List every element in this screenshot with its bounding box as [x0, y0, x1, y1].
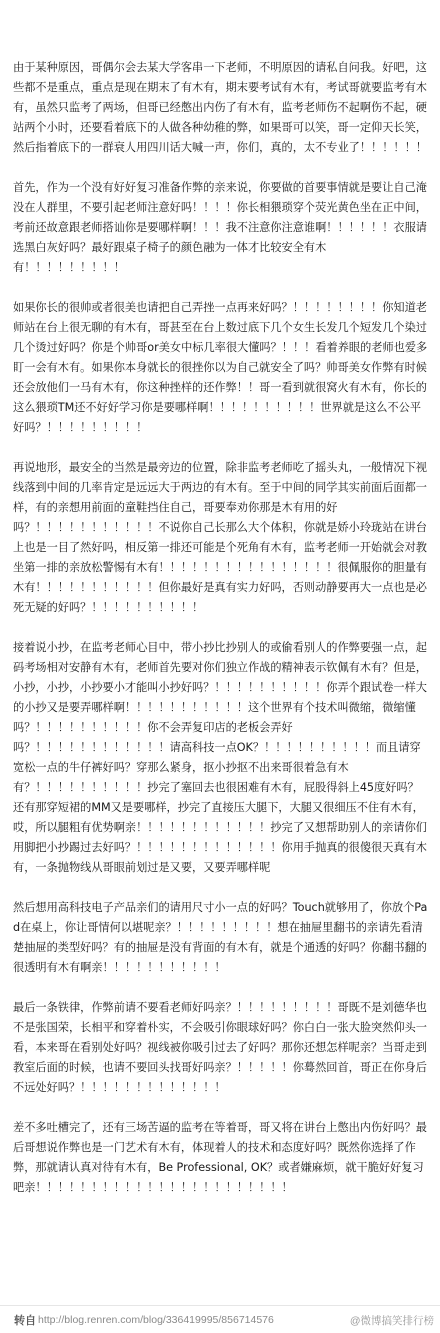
article-paragraph: 如果你长的很帅或者很美也请把自己弄挫一点再来好吗？！！！！！！！！你知道老师站在台上很无聊的有木有，哥甚至在台上数过底下几个女生长发几个短发几个染过几个烫过好吗？你是个帅哥or美女中标几率很大懂吗？！！！看着养眼的老师也爱多盯一会有木有。如果你本身就长的很挫你以为自己就安全了吗？帅哥美女作弊有时候还会放他们一马有木有，你这种挫样的还作弊！！哥一看到就很窝火有木有，你长的这么猥琐TM还不好好学习你是要哪样啊！！！！！！！！！！世界就是这么不公平好吗？！！！！！！！！！ — [13, 301, 428, 434]
article-paragraph: 再说地形，最安全的当然是最旁边的位置，除非监考老师吃了摇头丸，一般情况下视线落到中间的几率肯定是远远大于两边的有木有。至于中间的同学其实前面后面都一样，有的亲想用前面的童鞋挡住自己，哥要奉劝你那是木有用的好吗？！！！！！！！！！！！不说你自己长那么大个体积，你就是娇小玲珑站在讲台上也是一目了然好吗，相反第一排还可能是个死角有木有，监考老师一开始就会对教坐第一排的亲放松警惕有木有！！！！！！！！！！！！！！！！很佩服你的胆量有木有！！！！！！！！！！！但你最好是真有实力好吗，否则动静要再大一点也是必死无疑的好吗？！！！！！！！！！！ — [13, 461, 427, 614]
article-paragraph: 然后想用高科技电子产品亲们的请用尺寸小一点的好吗？Touch就够用了，你放个Pad在桌上，你让哥情何以堪呢亲？！！！！！！！！！想在抽屉里翻书的亲请先看清楚抽屉的类型好吗？有的抽屉是没有背面的有木有，就是个通透的好吗？你翻书翻的很透明有木有啊亲！！！！！！！！！！！ — [13, 901, 428, 974]
footer — [0, 1307, 440, 1333]
source-attribution — [14, 1312, 274, 1328]
footer-divider — [0, 1305, 440, 1306]
article-paragraph: 差不多吐槽完了，还有三场苦逼的监考在等着哥，哥又将在讲台上憋出内伤好吗？最后哥想说作弊也是一门艺术有木有，体现着人的技术和态度好吗？既然你选择了作弊，那就请认真对待有木有，Be Professional, OK？或者嫌麻烦，就干脆好好复习吧亲！！！！！！！！！！！！！！！！！！！！！！！ — [13, 1121, 427, 1194]
article-body — [13, 58, 429, 1218]
source-label: 转自 — [14, 1315, 36, 1327]
source-link[interactable]: http://blog.renren.com/blog/336419995/856714576 — [38, 1314, 274, 1326]
article-paragraph: 最后一条铁律，作弊前请不要看老师好吗亲？！！！！！！！！！哥既不是刘德华也不是张国荣，长相平和穿着朴实，不会吸引你眼球好吗？你白白一张大脸突然仰头一看，本来哥在看别处好吗？视线被你吸引过去了好吗？那你还想怎样呢亲？当哥走到教室后面的时候，也请不要回头找哥好吗亲？！！！！！你蓦然回首，哥正在你身后不远处好吗？！！！！！！！！！！！！！ — [13, 1001, 427, 1094]
weibo-watermark — [350, 1313, 434, 1328]
article-paragraph: 接着说小抄，在监考老师心目中，带小抄比抄别人的或偷看别人的作弊要强一点，起码考场相对安静有木有，老师首先要对你们独立作战的精神表示钦佩有木有？但是，小抄，小抄，小抄要小才能叫小抄好吗？！！！！！！！！！！你弄个跟试卷一样大的小抄又是要弄哪样啊！！！！！！！！！！！这个世界有个技术叫微缩，微缩懂吗？！！！！！！！！！！你不会弄复印店的老板会弄好吗？！！！！！！！！！！！！请高科技一点OK？！！！！！！！！！！而且请穿宽松一点的牛仔裤好吗？穿那么紧身，抠小抄抠不出来哥很着急有木有？！！！！！！！！！！抄完了塞回去也很困难有木有，屁股得斜上45度好吗？还有那穿短裙的MM又是要哪样，抄完了直接压大腿下，大腿又很细压不住有木有，哎，所以腿粗有优势啊亲！！！！！！！！！！！！抄完了又想帮助别人的亲请你们用脚把小抄踢过去好吗？！！！！！！！！！！！！！你用手抛真的很傻很天真有木有，一条抛物线从哥眼前划过是又要，又要弄哪样呢 — [13, 641, 427, 874]
article-paragraph: 首先，作为一个没有好好复习准备作弊的亲来说，你要做的首要事情就是要让自己淹没在人群里，不要引起老师注意好吗！！！！你长相猥琐穿个荧光黄色坐在正中间，考前还故意跟老师搭讪你是要哪样啊！！！我不注意你注意谁啊！！！！！！衣服请选黑白灰好吗？最好跟桌子椅子的颜色融为一体才比较安全有木有！！！！！！！！！ — [13, 181, 427, 274]
watermark-text: @微博搞笑排行榜 — [349, 1314, 434, 1327]
article-paragraph: 由于某种原因，哥偶尔会去某大学客串一下老师，不明原因的请私自问我。好吧，这些都不是重点，重点是现在期末了有木有，期末要考试有木有，考试哥就要监考有木有，虽然只监考了两场，但哥已经憋出内伤了有木有，监考老师伤不起啊伤不起，硬站两个小时，还要看着底下的人做各种幼稚的弊，如果哥可以笑，哥一定仰天长笑，然后指着底下的一群衰人用四川话大喊一声，你们，真的，太不专业了！！！！！！ — [13, 61, 427, 154]
